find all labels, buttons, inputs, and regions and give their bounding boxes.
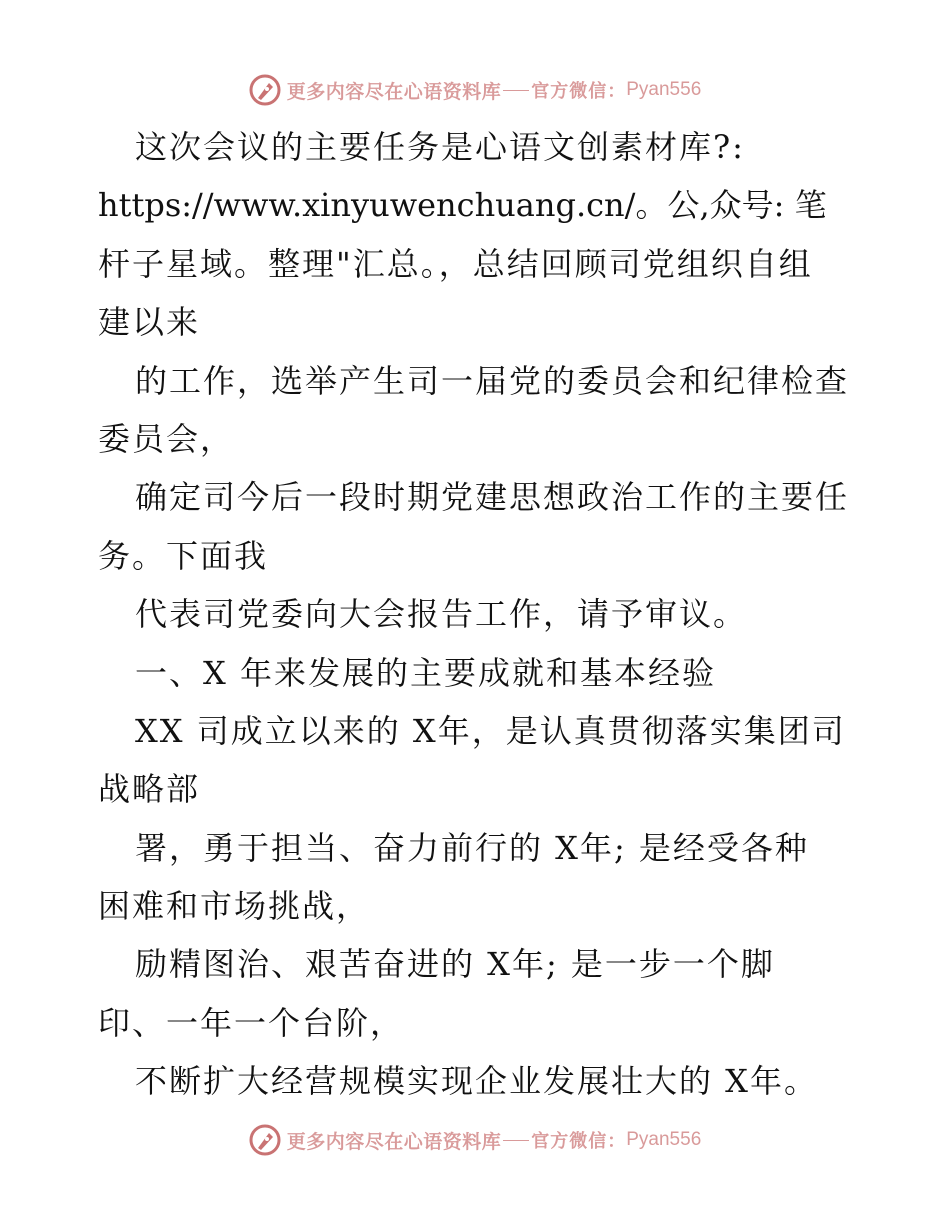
- pen-nib-logo-icon: [249, 74, 281, 106]
- watermark-wechat-id: Pyan556: [626, 1129, 702, 1150]
- section-heading: 一、X 年来发展的主要成就和基本经验: [135, 653, 716, 692]
- text-line: 代表司党委向大会报告工作，请予审议。: [135, 595, 748, 634]
- watermark-sub-text: 官方微信：: [531, 1131, 627, 1152]
- watermark-sub-text: 官方微信：: [531, 81, 627, 102]
- text-line: 战略部: [98, 770, 201, 809]
- text-line: 务。下面我: [98, 536, 269, 575]
- text-line: 印、一年一个台阶，: [98, 1003, 405, 1042]
- watermark-dash: [503, 90, 529, 91]
- watermark-main-text: 更多内容尽在心语资料库: [286, 80, 502, 103]
- text-line: 的工作，选举产生司一届党的委员会和纪律检查: [135, 361, 850, 400]
- watermark-wechat-id: Pyan556: [626, 79, 702, 100]
- header-watermark: [0, 70, 950, 110]
- document-body: [98, 118, 858, 1111]
- text-line: 这次会议的主要任务是心语文创素材库?:: [135, 128, 745, 166]
- text-line: 困难和市场挑战，: [98, 887, 371, 926]
- text-line: 建以来: [98, 303, 201, 342]
- text-line: 杆子星域。整理"汇总。，总结回顾司党组织自组: [98, 244, 813, 283]
- footer-watermark: [0, 1120, 950, 1160]
- watermark-dash: [503, 1140, 529, 1141]
- text-line: 励精图治、艰苦奋进的 X年; 是一步一个脚: [135, 945, 775, 984]
- watermark-main-text: 更多内容尽在心语资料库: [286, 1130, 502, 1153]
- pen-nib-logo-icon: [249, 1124, 281, 1156]
- text-line: https://www.xinyuwenchuang.cn/。公,众号: 笔: [98, 186, 827, 225]
- text-line: XX 司成立以来的 X年，是认真贯彻落实集团司: [135, 711, 846, 750]
- text-line: 委员会，: [98, 419, 235, 458]
- text-line: 确定司今后一段时期党建思想政治工作的主要任: [135, 478, 850, 517]
- text-line: 不断扩大经营规模实现企业发展壮大的 X年。: [135, 1062, 818, 1101]
- text-line: 署，勇于担当、奋力前行的 X年; 是经受各种: [135, 828, 809, 867]
